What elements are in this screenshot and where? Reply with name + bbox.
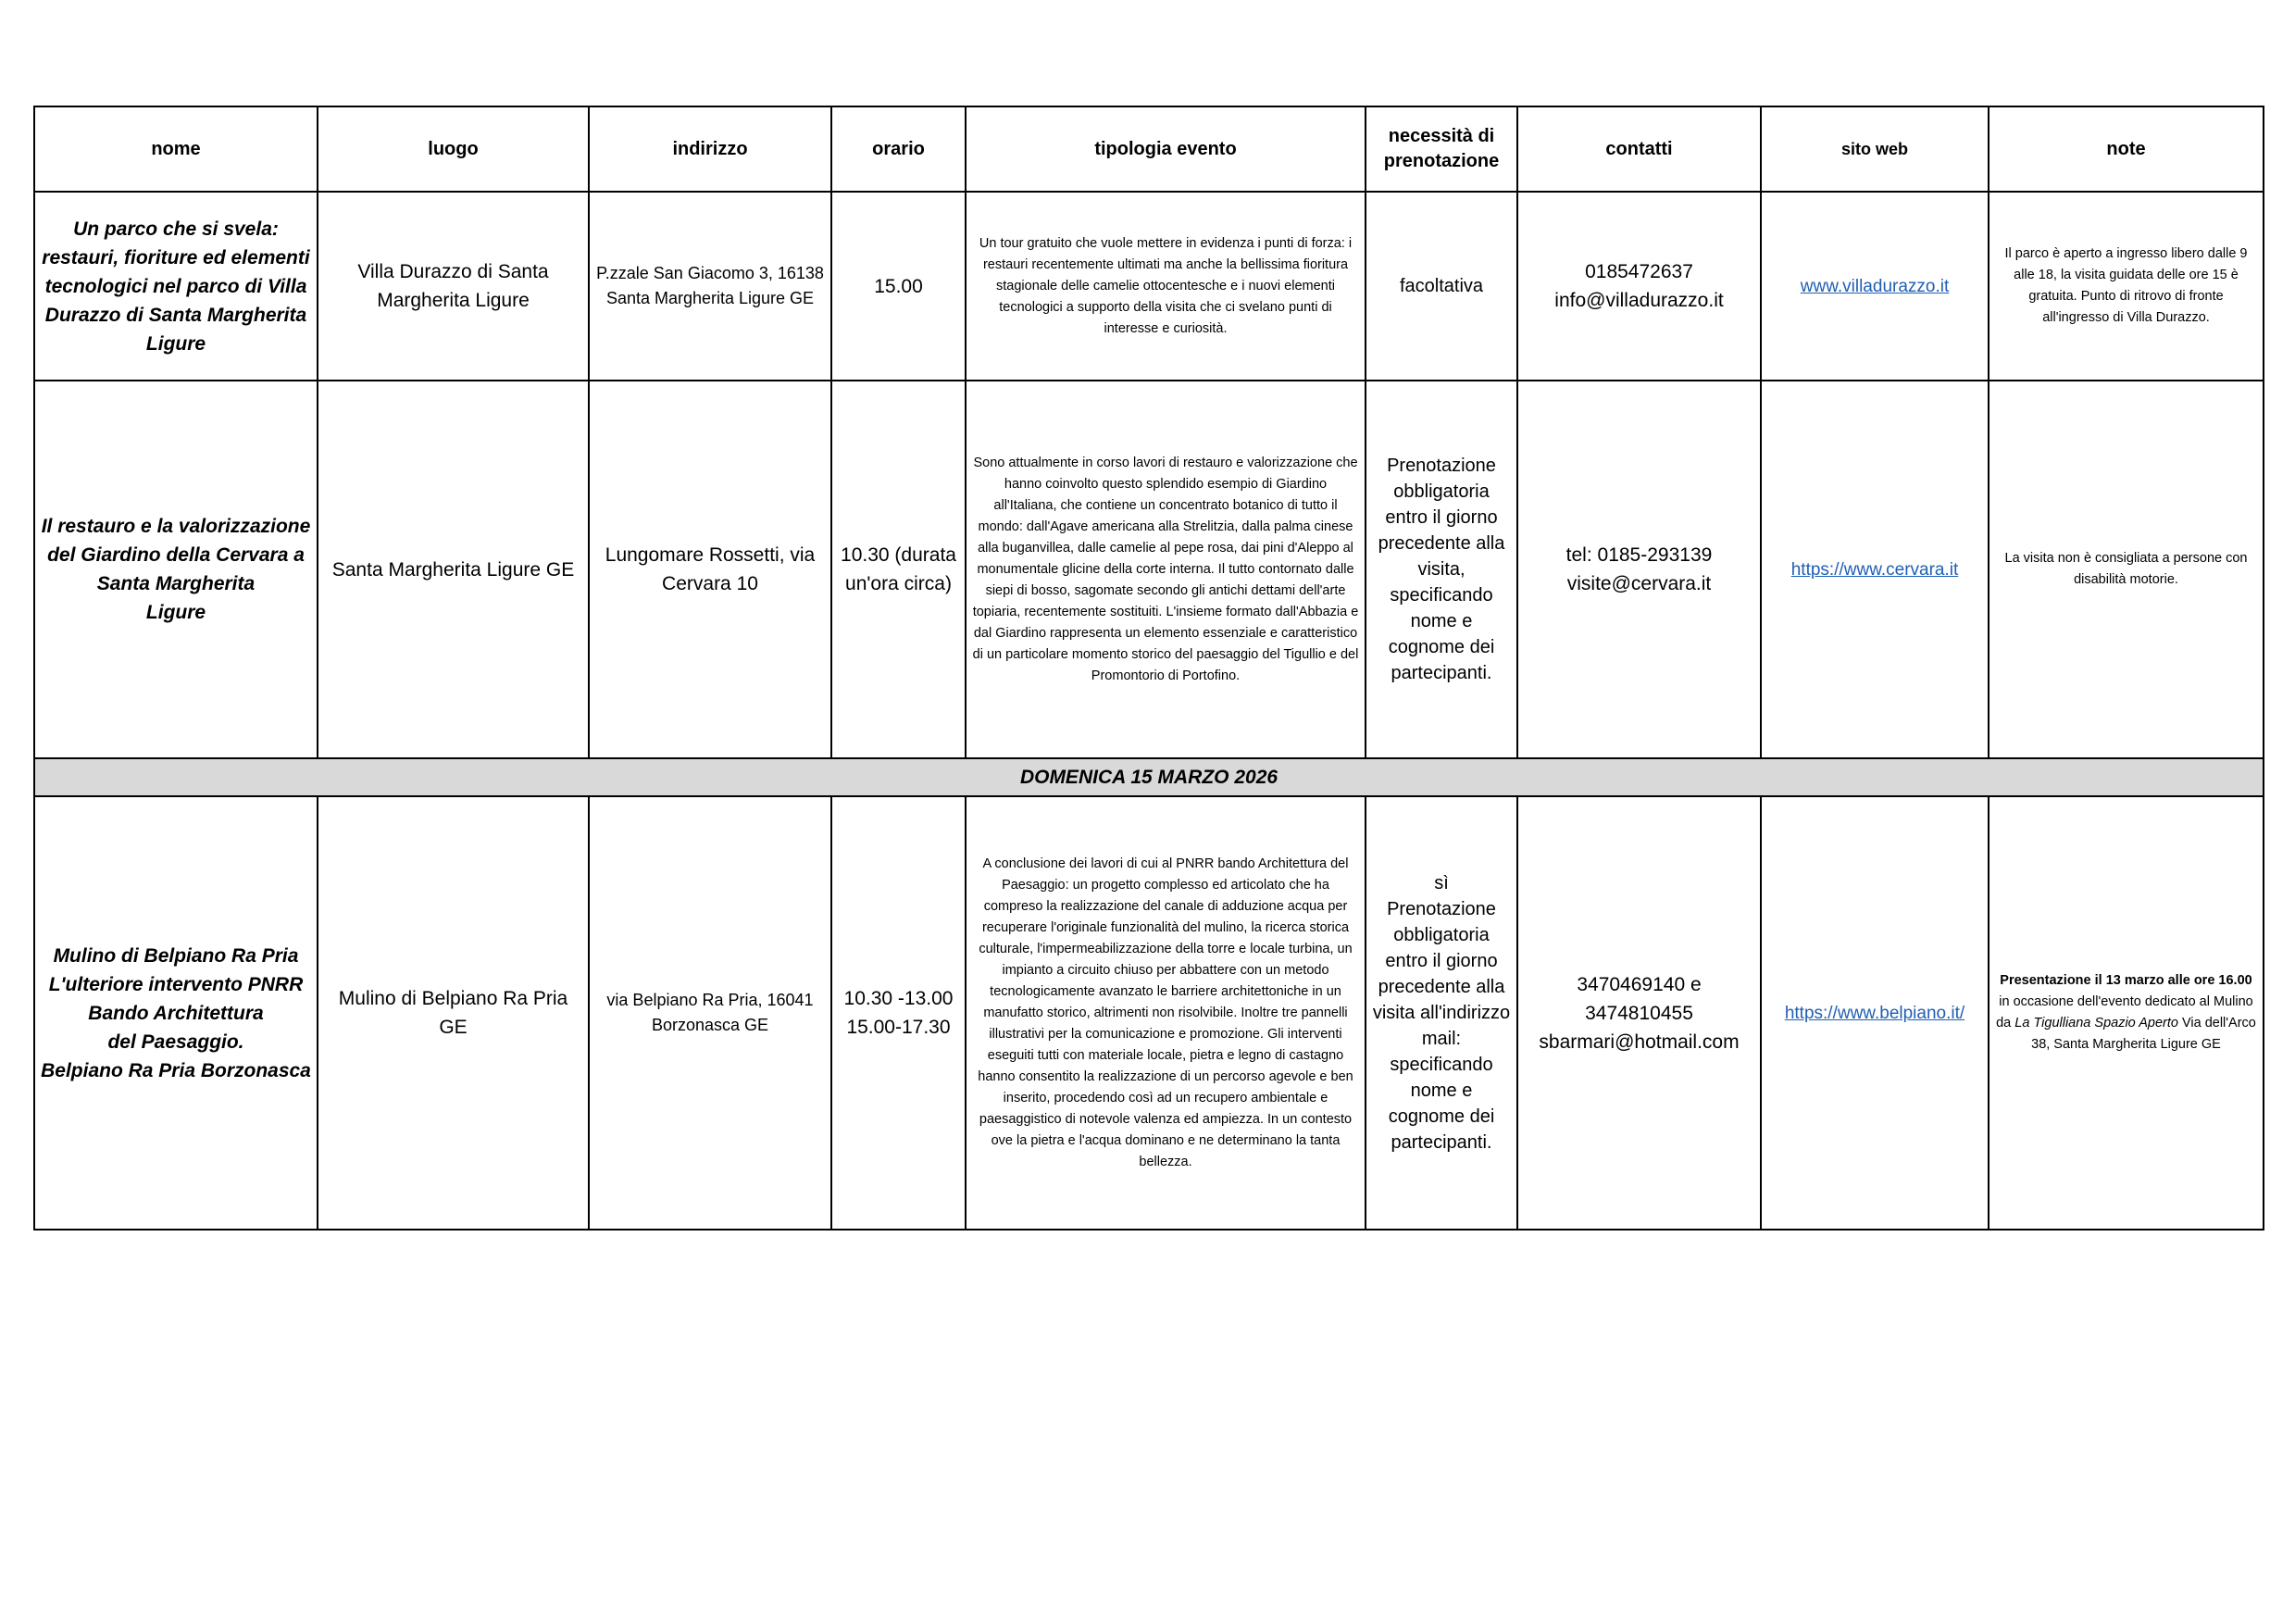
header-luogo: luogo: [318, 106, 589, 192]
event-contacts: [1517, 796, 1761, 1230]
event-time: 15.00: [831, 192, 966, 381]
event-description: A conclusione dei lavori di cui al PNRR bando Architettura del Paesaggio: un progetto complesso ed articolato che ha compreso la realizzazione del canale di adduzione acqua per recuperare l'originale funzionalità del mulino, la ricerca storica culturale, l'impermeabilizzazione della torre e locale turbina, un impianto a circuito chiuso per abbattere con un metodo tecnologicamente avanzato le barriere architettoniche in un manufatto storico, altrimenti non risolvibile. Inoltre tre pannelli illustrativi per la comunicazione e promozione. Gli interventi eseguiti tutti con materiale locale, pietra e legno di castagno hanno consentito la realizzazione di un percorso agevole e ben inserito, procedendo così ad un recupero ambientale e paesaggistico di notevole valenza ed ampiezza. In un contesto ove la pietra e l'acqua dominano e ne determinano la tanta bellezza.: [966, 796, 1366, 1230]
event-name: [34, 796, 318, 1230]
event-address: P.zzale San Giacomo 3, 16138 Santa Margherita Ligure GE: [589, 192, 831, 381]
event-place: Santa Margherita Ligure GE: [318, 381, 589, 758]
event-name-line: del Paesaggio.: [107, 1031, 244, 1053]
event-notes: [1989, 796, 2264, 1230]
event-time: 10.30 (durata un'ora circa): [831, 381, 966, 758]
note-italic: La Tigulliana Spazio Aperto: [2014, 1016, 2178, 1031]
contact-phone: tel: 0185-293139: [1565, 544, 1713, 566]
booking-details: Prenotazione obbligatoria entro il giorno precedente alla visita all'indirizzo mail: specificando nome e cognome dei partecipanti.: [1372, 899, 1511, 1153]
event-time-morning: 10.30 -13.00: [843, 988, 954, 1009]
event-time-afternoon: 15.00-17.30: [846, 1017, 951, 1038]
event-name-line: Belpiano Ra Pria Borzonasca: [41, 1059, 311, 1081]
events-table: [33, 106, 2264, 1230]
event-website-cell: [1761, 381, 1989, 758]
event-name-line: Bando Architettura: [88, 1002, 264, 1024]
event-address: via Belpiano Ra Pria, 16041 Borzonasca GE: [589, 796, 831, 1230]
event-website-cell: [1761, 192, 1989, 381]
contact-email: info@villadurazzo.it: [1554, 290, 1724, 311]
day-separator-row: [34, 758, 2264, 796]
event-booking: facoltativa: [1366, 192, 1517, 381]
event-name: [34, 381, 318, 758]
table-row: [34, 381, 2264, 758]
header-tipologia: tipologia evento: [966, 106, 1366, 192]
event-address: Lungomare Rossetti, via Cervara 10: [589, 381, 831, 758]
event-place: Villa Durazzo di Santa Margherita Ligure: [318, 192, 589, 381]
website-link[interactable]: https://www.belpiano.it/: [1784, 1004, 1965, 1023]
event-notes: La visita non è consigliata a persone con disabilità motorie.: [1989, 381, 2264, 758]
header-sito-web: sito web: [1761, 106, 1989, 192]
event-name-line: Ligure: [145, 602, 206, 623]
header-nome: nome: [34, 106, 318, 192]
contact-email: sbarmari@hotmail.com: [1539, 1031, 1740, 1053]
event-website-cell: [1761, 796, 1989, 1230]
booking-yes: sì: [1434, 873, 1449, 893]
table-row: [34, 192, 2264, 381]
contact-phone: 3470469140 e 3474810455: [1577, 973, 1702, 1024]
event-booking: [1366, 796, 1517, 1230]
contact-email: visite@cervara.it: [1566, 573, 1712, 594]
event-name-line: L'ulteriore intervento PNRR: [48, 973, 304, 995]
header-row: [34, 106, 2264, 192]
event-booking: Prenotazione obbligatoria entro il giorno precedente alla visita, specificando nome e cognome dei partecipanti.: [1366, 381, 1517, 758]
event-name: Un parco che si svela: restauri, fioriture ed elementi tecnologici nel parco di Villa Durazzo di Santa Margherita Ligure: [34, 192, 318, 381]
header-indirizzo: indirizzo: [589, 106, 831, 192]
header-orario: orario: [831, 106, 966, 192]
event-notes: Il parco è aperto a ingresso libero dalle 9 alle 18, la visita guidata delle ore 15 è gratuita. Punto di ritrovo di fronte all'ingresso di Villa Durazzo.: [1989, 192, 2264, 381]
event-description: Un tour gratuito che vuole mettere in evidenza i punti di forza: i restauri recentemente ultimati ma anche la bellissima fioritura stagionale delle camelie ottocentesche e i nuovi elementi tecnologici a supporto della visita che ci svelano punti di interesse e curiosità.: [966, 192, 1366, 381]
event-name-line: Il restauro e la valorizzazione del Giardino della Cervara a Santa Margherita: [41, 516, 311, 594]
event-place: Mulino di Belpiano Ra Pria GE: [318, 796, 589, 1230]
header-note: note: [1989, 106, 2264, 192]
header-prenotazione: necessità di prenotazione: [1366, 106, 1517, 192]
note-text-address: Via dell'Arco 38, Santa Margherita Ligure GE: [2031, 1016, 2256, 1052]
header-contatti: contatti: [1517, 106, 1761, 192]
website-link[interactable]: https://www.cervara.it: [1790, 560, 1959, 580]
contact-phone: 0185472637: [1585, 261, 1693, 282]
event-time: [831, 796, 966, 1230]
event-description: Sono attualmente in corso lavori di restauro e valorizzazione che hanno coinvolto questo splendido esempio di Giardino all'Italiana, che contiene un concentrato botanico di tutto il mondo: dall'Agave americana alla Strelitzia, dalla palma cinese alla buganvillea, dalle camelie al pepe rosa, dai pini d'Aleppo al monumentale glicine della corte interna. Il tutto contornato dalle siepi di bosso, sagomate secondo gli antichi dettami dell'arte topiaria, recentemente sostituiti. L'insieme formato dall'Abbazia e dal Giardino rappresenta un elemento essenziale e caratteristico di un particolare momento storico del paesaggio del Tigullio e del Promontorio di Portofino.: [966, 381, 1366, 758]
event-contacts: [1517, 381, 1761, 758]
note-presentation: Presentazione il 13 marzo alle ore 16.00: [2000, 973, 2252, 988]
day-separator: DOMENICA 15 MARZO 2026: [34, 758, 2264, 796]
event-contacts: [1517, 192, 1761, 381]
table-row: [34, 796, 2264, 1230]
website-link[interactable]: www.villadurazzo.it: [1800, 277, 1950, 296]
event-name-line: Mulino di Belpiano Ra Pria: [53, 944, 299, 967]
note-text: in occasione dell'evento dedicato al Mulino da: [1996, 994, 2253, 1031]
